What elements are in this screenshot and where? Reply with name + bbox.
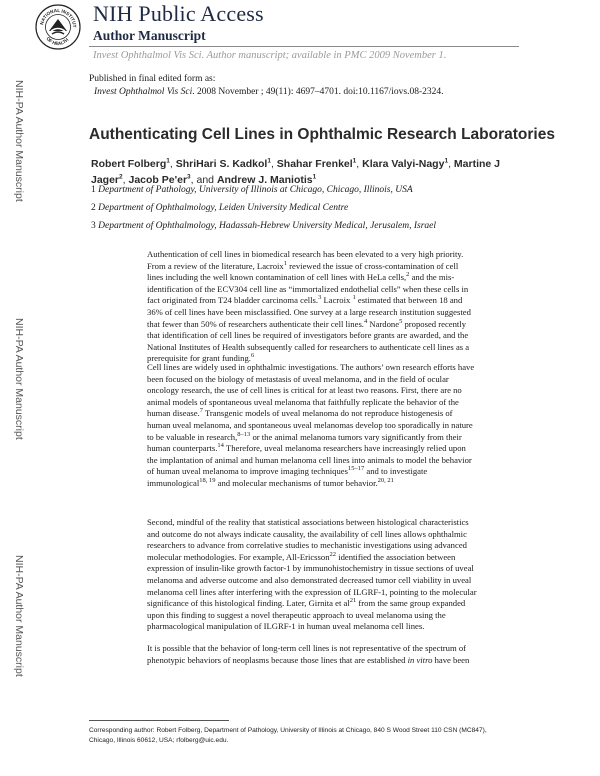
author-affiliation-mark: 3 — [187, 173, 191, 180]
paragraph-line: prerequisite for grant funding.$^6$ — [147, 352, 255, 364]
body-paragraph-4 — [147, 643, 519, 666]
footnote-divider — [89, 720, 229, 721]
author-name: Andrew J. Maniotis — [216, 173, 313, 186]
citation-reference: 1 — [352, 294, 356, 302]
nih-seal-logo — [35, 4, 81, 50]
author-affiliation-mark: 1 — [267, 157, 271, 165]
paragraph-line: Authentication of cell lines in biomedical research has been elevated to a very high priority. — [147, 249, 464, 259]
side-label-bottom: NIH-PA Author Manuscript — [13, 555, 25, 677]
paragraph-line: lines including the well known contamination of cell lines with HeLa cells,$^2$ and the mis- — [147, 271, 455, 283]
seal-bottom-text: OF HEALTH — [45, 36, 70, 47]
paragraph-line: researchers to advance from correlative studies to mechanistic investigations using advanced — [147, 540, 467, 551]
paragraph-line: melanoma and adverse outcome and also demonstrated decreased tumor cell viability in uveal — [147, 574, 472, 585]
citation-journal: Invest Ophthalmol Vis Sci — [94, 87, 193, 97]
citation-reference: 3 — [318, 294, 322, 302]
footnote-line: Chicago, Illinois 60612, USA; rfolberg@uic.edu. — [89, 737, 229, 744]
affiliation-text: Department of Pathology, University of Illinois at Chicago, Chicago, Illinois, USA — [98, 185, 413, 195]
author-affiliation-mark: 1 — [444, 157, 449, 165]
affiliation-2 — [91, 203, 531, 213]
citation-reference: 4 — [363, 317, 368, 325]
citation-reference: 5 — [399, 317, 403, 325]
paragraph-line: of human uveal melanoma to improve imaging techniques$^{15-17}$ and to investigate — [147, 465, 428, 477]
citation-reference: 8–13 — [237, 430, 251, 438]
header-divider — [89, 46, 519, 47]
paragraph-line: phenotypic behaviors of neoplasms because those lines that are established in vitro have been — [147, 654, 470, 665]
paragraph-line: to be valuable in research,$^{8-13}$ or the animal melanoma tumors vary significantly from their — [147, 430, 462, 442]
paragraph-line: upon this finding to suggest a novel therapeutic approach to uveal melanoma using the — [147, 609, 446, 620]
paragraph-line: It is possible that the behavior of long-term cell lines is not representative of the spectrum of — [147, 643, 467, 653]
affiliation-text: Department of Ophthalmology, Leiden University Medical Centre — [98, 203, 349, 213]
paragraph-line: oncology research, the use of cell lines is critical for at least two reasons. First, there are no — [147, 385, 462, 396]
side-label-middle: NIH-PA Author Manuscript — [13, 318, 25, 440]
author-name: Shahar Frenkel — [276, 158, 353, 170]
body-paragraph-2 — [147, 362, 519, 490]
paragraph-line: National Institutes of Health subsequently called for researchers to authenticate cell lines as a — [147, 341, 470, 352]
author-name: ShriHari S. Kadkol — [175, 158, 268, 170]
paragraph-line: melanoma cell lines after interfering with the expression of ILGRF-1, pointing to the molecular — [147, 586, 477, 597]
paragraph-line: human uveal melanoma, and spontaneous uveal melanomas develop too sporadically in nature — [147, 419, 473, 430]
citation-reference: 2 — [406, 271, 410, 279]
affiliation-number: 2 — [91, 203, 96, 213]
paragraph-line: fact originated from T24 bladder carcinoma cells.$^3$ Lacroix $^1$ estimated that between 18 and — [147, 294, 463, 306]
affiliation-3 — [91, 221, 531, 231]
paragraph-line: molecular methodologies. For example, All-Ericsson$^{22}$ identified the association between — [147, 550, 456, 562]
citation-reference: 22 — [329, 550, 337, 558]
paragraph-line: identification of the ECV304 cell line as “immortalized endothelial cells” when these cells in — [147, 283, 469, 294]
citation-reference: 14 — [217, 442, 224, 450]
citation-reference: 6 — [250, 352, 255, 360]
paragraph-line: significance of this histological finding. Later, Girnita et $al^{21}$ from the same group expanded — [147, 597, 466, 609]
paragraph-line: human disease.$^7$ Transgenic models of uveal melanoma do not reproduce histogenesis of — [147, 407, 453, 419]
svg-text:OF HEALTH — [45, 36, 70, 46]
author-affiliation-mark: 2 — [119, 173, 123, 180]
nih-public-access-title: NIH Public Access — [93, 1, 264, 26]
published-label: Published in final edited form as: — [89, 74, 216, 84]
citation-reference: 18, 19 — [199, 477, 216, 485]
paragraph-line: From a review of the literature, Lacroix$^1$ reviewed the issue of cross-contamination of cell — [147, 259, 459, 271]
affiliation-1 — [91, 185, 531, 195]
footnote-line: Corresponding author: Robert Folberg, Department of Pathology, University of Illinois at Chicago, 840 S Wood Street 110 CSN (MC847), — [89, 727, 487, 734]
paragraph-line: human counterparts.$^{14}$ Therefore, uveal melanoma researchers have increasingly relied upon — [147, 442, 466, 454]
citation-details: . 2008 November ; 49(11): 4697–4701. doi:10.1167/iovs.08-2324. — [192, 87, 444, 97]
side-label-top: NIH-PA Author Manuscript — [13, 80, 25, 202]
paragraph-line: and outcome do not always indicate causality, the availability of cell lines allows ophthalmic — [147, 528, 467, 539]
affiliation-number: 3 — [91, 221, 96, 231]
paragraph-line: been focused on the biology of metastasis of uveal melanoma, and in the field of ocular — [147, 373, 449, 384]
paragraph-line: that identification of cell lines be required of investigators before grants are awarded, and the — [147, 330, 469, 341]
author-name: Klara Valyi-Nagy — [362, 158, 445, 170]
article-title: Authenticating Cell Lines in Ophthalmic Research Laboratories — [89, 126, 555, 143]
citation-reference: 7 — [199, 407, 203, 415]
paragraph-line: 36% of cell lines have been misclassified. One survey at a large research institution suggested — [147, 306, 471, 317]
author-name: Martine J Jager — [91, 158, 501, 186]
author-affiliation-mark: 1 — [312, 173, 317, 180]
author-and: and — [196, 173, 217, 186]
paragraph-line: pharmacological manipulation of ILGRF-1 in human uveal melanoma cell lines. — [147, 621, 425, 632]
author-affiliation-mark: 1 — [166, 157, 170, 165]
citation-reference: 15–17 — [347, 465, 365, 473]
seal-top-text: NATIONAL INSTITUT — [39, 7, 78, 28]
paragraph-line: animal models of spontaneous uveal melanoma that faithfully replicate the behavior of the — [147, 396, 459, 407]
corresponding-author-footnote — [89, 726, 529, 746]
affiliation-text: Department of Ophthalmology, Hadassah-Hebrew University Medical, Jerusalem, Israel — [98, 221, 437, 231]
paragraph-line: Cell lines are widely used in ophthalmic investigations. The authors’ own research efforts have — [147, 362, 475, 372]
author-list: Robert Folberg$^1$, ShriHari S. Kadkol$^1$, Shahar Frenkel$^1$, Klara Valyi-Nagy$^1$, Martine J Jager$^2$, Jacob $Pe'er^3$, and Andrew J. Maniotis$^1$ — [91, 157, 501, 186]
affiliation-number: 1 — [91, 185, 96, 195]
paragraph-line: Second, mindful of the reality that statistical associations between histological characteristics — [147, 517, 469, 527]
author-name: Robert Folberg — [91, 158, 167, 170]
italic-term: in vitro — [407, 654, 433, 665]
paragraph-line: expression of insulin-like growth factor-1 by immunohistochemistry in tissue sections of uveal — [147, 563, 474, 574]
author-manuscript-subtitle: Author Manuscript — [93, 28, 206, 43]
availability-note: Invest Ophthalmol Vis Sci. Author manuscript; available in PMC 2009 November 1. — [93, 50, 447, 61]
paragraph-line: the implantation of animal and human melanoma cell lines into animals to model the behavior — [147, 454, 472, 465]
body-paragraph-3 — [147, 517, 519, 633]
author-affiliation-mark: 1 — [352, 157, 357, 165]
citation-reference: 21 — [349, 597, 357, 605]
citation-reference: 1 — [283, 259, 287, 267]
paragraph-line: immunological$^{18, 19}$ and molecular mechanisms of tumor behavior.$^{20, 21}$ — [147, 477, 394, 488]
citation — [94, 87, 444, 97]
paragraph-line: that fewer than 50% of researchers authenticate their cell lines.$^4$ Nardone$^5$ proposed recently — [147, 317, 467, 329]
citation-reference: 20, 21 — [377, 477, 394, 485]
body-paragraph-1 — [147, 249, 519, 365]
author-name: Jacob Pe'er — [128, 173, 188, 186]
